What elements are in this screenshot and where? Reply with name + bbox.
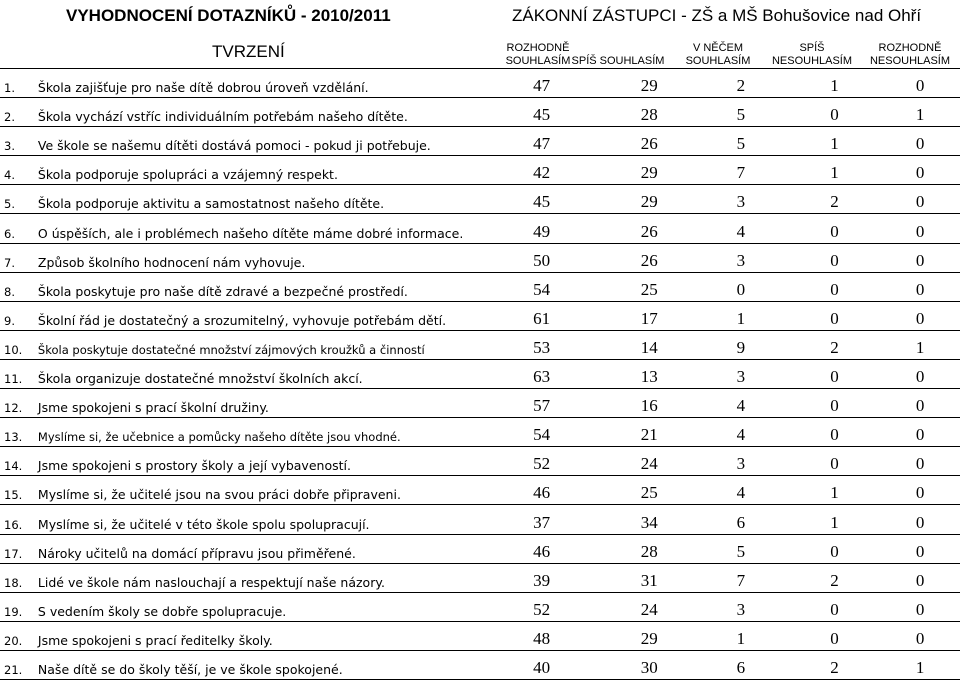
count-cell: 0 xyxy=(915,483,925,503)
table-row xyxy=(0,476,960,505)
statement-text: Škola poskytuje dostatečné množství zájmových kroužků a činností xyxy=(37,342,425,357)
row-number: 11. xyxy=(4,372,23,387)
row-number: 5. xyxy=(4,197,15,212)
row-number: 9. xyxy=(4,313,15,328)
count-cell: 1 xyxy=(830,512,839,532)
row-number: 13. xyxy=(4,430,23,445)
count-cell: 45 xyxy=(533,105,551,125)
count-cell: 54 xyxy=(533,279,551,299)
count-cell: 25 xyxy=(640,483,658,503)
count-cell: 1 xyxy=(830,134,839,154)
statement-text: Školní řád je dostatečný a srozumitelný, vyhovuje potřebám dětí. xyxy=(37,312,447,328)
count-cell: 48 xyxy=(533,628,551,648)
column-header-strongly-agree: ROZHODNĚ SOUHLASÍM xyxy=(505,42,571,67)
table-row xyxy=(0,214,960,243)
statement-text: Škola podporuje spolupráci a vzájemný respekt. xyxy=(37,167,338,183)
statement-text: Ve škole se našemu dítěti dostává pomoci - pokud ji potřebuje. xyxy=(37,138,431,154)
table-row xyxy=(0,127,960,156)
count-cell: 5 xyxy=(736,134,746,154)
count-cell: 14 xyxy=(640,337,658,357)
count-cell: 7 xyxy=(736,570,746,590)
statement-column-header: TVRZENÍ xyxy=(212,42,285,61)
count-cell: 1 xyxy=(915,105,925,125)
statement-text: Myslíme si, že učebnice a pomůcky našeho dítěte jsou vhodné. xyxy=(37,430,401,445)
count-cell: 1 xyxy=(915,657,925,677)
count-cell: 45 xyxy=(533,192,551,212)
table-row xyxy=(0,330,960,359)
count-cell: 1 xyxy=(915,337,925,357)
statement-text: Škola podporuje aktivitu a samostatnost našeho dítěte. xyxy=(37,196,385,212)
count-cell: 54 xyxy=(533,425,551,445)
count-cell: 0 xyxy=(830,250,839,270)
count-cell: 3 xyxy=(736,599,746,619)
statement-text: Myslíme si, že učitelé jsou na svou práci dobře připraveni. xyxy=(37,487,401,503)
count-cell: 30 xyxy=(640,657,658,677)
count-cell: 0 xyxy=(830,221,839,241)
column-header-partly-agree: V NĚČEM SOUHLASÍM xyxy=(685,42,751,67)
title-right: ZÁKONNÍ ZÁSTUPCI - ZŠ a MŠ Bohušovice nad Ohří xyxy=(512,6,922,25)
count-cell: 5 xyxy=(736,105,746,125)
count-cell: 25 xyxy=(640,279,658,299)
count-cell: 0 xyxy=(830,454,839,474)
statement-text: Škola zajišťuje pro naše dítě dobrou úroveň vzdělání. xyxy=(37,80,369,96)
count-cell: 0 xyxy=(915,599,925,619)
column-header-rather-disagree: SPÍŠ NESOUHLASÍM xyxy=(771,42,853,67)
count-cell: 0 xyxy=(915,221,925,241)
row-number: 10. xyxy=(4,342,23,357)
count-cell: 2 xyxy=(830,570,839,590)
count-cell: 6 xyxy=(736,657,746,677)
count-cell: 1 xyxy=(830,483,839,503)
statement-text: Lidé ve škole nám naslouchají a respektují naše názory. xyxy=(37,574,385,590)
count-cell: 16 xyxy=(640,396,658,416)
count-cell: 9 xyxy=(736,337,746,357)
count-cell: 0 xyxy=(915,425,925,445)
count-cell: 34 xyxy=(640,512,658,532)
count-cell: 31 xyxy=(640,570,658,590)
table-row xyxy=(0,98,960,127)
count-cell: 26 xyxy=(640,221,658,241)
row-number: 1. xyxy=(4,81,15,96)
count-cell: 26 xyxy=(640,134,658,154)
table-row xyxy=(0,272,960,301)
row-number: 17. xyxy=(4,546,23,561)
count-cell: 0 xyxy=(830,425,839,445)
column-header-rather-agree: SPÍŠ SOUHLASÍM xyxy=(571,55,665,67)
row-number: 21. xyxy=(4,662,23,677)
count-cell: 0 xyxy=(830,396,839,416)
count-cell: 3 xyxy=(736,454,746,474)
statement-text: Způsob školního hodnocení nám vyhovuje. xyxy=(37,254,306,270)
row-number: 4. xyxy=(4,168,15,183)
count-cell: 5 xyxy=(736,541,746,561)
count-cell: 28 xyxy=(640,105,658,125)
count-cell: 2 xyxy=(830,657,839,677)
count-cell: 3 xyxy=(736,192,746,212)
count-cell: 47 xyxy=(533,134,551,154)
count-cell: 13 xyxy=(640,367,658,387)
count-cell: 0 xyxy=(915,163,925,183)
row-number: 3. xyxy=(4,139,15,154)
count-cell: 2 xyxy=(736,76,746,96)
table-row xyxy=(0,621,960,650)
statement-text: O úspěších, ale i problémech našeho dítěte máme dobré informace. xyxy=(37,225,464,241)
count-cell: 50 xyxy=(533,250,551,270)
count-cell: 29 xyxy=(640,628,658,648)
count-cell: 63 xyxy=(533,367,551,387)
row-number: 6. xyxy=(4,226,15,241)
table-row xyxy=(0,418,960,447)
count-cell: 1 xyxy=(830,163,839,183)
table-row xyxy=(0,301,960,330)
count-cell: 0 xyxy=(736,279,746,299)
count-cell: 0 xyxy=(915,541,925,561)
count-cell: 4 xyxy=(736,425,746,445)
row-number: 14. xyxy=(4,459,23,474)
count-cell: 49 xyxy=(533,221,551,241)
count-cell: 28 xyxy=(640,541,658,561)
count-cell: 4 xyxy=(736,483,746,503)
count-cell: 0 xyxy=(915,250,925,270)
count-cell: 1 xyxy=(736,308,746,328)
table-row xyxy=(0,447,960,476)
count-cell: 1 xyxy=(736,628,746,648)
count-cell: 7 xyxy=(736,163,746,183)
count-cell: 1 xyxy=(830,76,839,96)
count-cell: 0 xyxy=(830,628,839,648)
count-cell: 46 xyxy=(533,483,551,503)
statement-text: Nároky učitelů na domácí přípravu jsou přiměřené. xyxy=(37,545,356,561)
count-cell: 0 xyxy=(830,279,839,299)
count-cell: 0 xyxy=(915,308,925,328)
table-row xyxy=(0,185,960,214)
table-row xyxy=(0,592,960,621)
count-cell: 0 xyxy=(915,192,925,212)
row-number: 7. xyxy=(4,255,15,270)
count-cell: 61 xyxy=(533,308,551,328)
count-cell: 0 xyxy=(830,367,839,387)
count-cell: 37 xyxy=(533,512,551,532)
count-cell: 17 xyxy=(640,308,658,328)
count-cell: 4 xyxy=(736,396,746,416)
table-row xyxy=(0,359,960,388)
count-cell: 3 xyxy=(736,367,746,387)
table-row xyxy=(0,69,960,98)
count-cell: 42 xyxy=(533,163,551,183)
count-cell: 52 xyxy=(533,599,551,619)
table-row xyxy=(0,505,960,534)
row-number: 2. xyxy=(4,110,15,125)
count-cell: 53 xyxy=(533,337,551,357)
statement-text: Jsme spokojeni s prostory školy a její vybaveností. xyxy=(37,458,351,474)
count-cell: 21 xyxy=(640,425,658,445)
statement-text: Jsme spokojeni s prací ředitelky školy. xyxy=(37,632,273,648)
row-number: 19. xyxy=(4,604,23,619)
table-row xyxy=(0,156,960,185)
count-cell: 0 xyxy=(915,396,925,416)
column-header-strongly-disagree: ROZHODNĚ NESOUHLASÍM xyxy=(869,42,951,67)
count-cell: 0 xyxy=(915,134,925,154)
count-cell: 0 xyxy=(915,628,925,648)
count-cell: 0 xyxy=(915,367,925,387)
row-number: 18. xyxy=(4,575,23,590)
table-row xyxy=(0,243,960,272)
row-number: 20. xyxy=(4,633,23,648)
count-cell: 2 xyxy=(830,337,839,357)
count-cell: 24 xyxy=(640,599,658,619)
count-cell: 0 xyxy=(830,541,839,561)
statement-text: Jsme spokojeni s prací školní družiny. xyxy=(37,400,269,416)
statement-text: Škola vychází vstříc individuálním potřebám našeho dítěte. xyxy=(37,109,408,125)
table-row xyxy=(0,563,960,592)
count-cell: 0 xyxy=(830,308,839,328)
statement-text: Škola poskytuje pro naše dítě zdravé a bezpečné prostředí. xyxy=(37,283,408,299)
statement-text: Naše dítě se do školy těší, je ve škole spokojené. xyxy=(37,661,343,677)
count-cell: 2 xyxy=(830,192,839,212)
count-cell: 24 xyxy=(640,454,658,474)
count-cell: 40 xyxy=(533,657,551,677)
count-cell: 0 xyxy=(830,599,839,619)
row-number: 15. xyxy=(4,488,23,503)
table-row xyxy=(0,650,960,679)
count-cell: 29 xyxy=(640,163,658,183)
count-cell: 0 xyxy=(915,279,925,299)
table-row xyxy=(0,389,960,418)
count-cell: 3 xyxy=(736,250,746,270)
survey-table xyxy=(0,68,960,680)
title-left: VYHODNOCENÍ DOTAZNÍKŮ - 2010/2011 xyxy=(66,6,391,25)
count-cell: 0 xyxy=(915,512,925,532)
count-cell: 0 xyxy=(915,570,925,590)
count-cell: 52 xyxy=(533,454,551,474)
row-number: 8. xyxy=(4,284,15,299)
count-cell: 6 xyxy=(736,512,746,532)
count-cell: 26 xyxy=(640,250,658,270)
count-cell: 39 xyxy=(533,570,551,590)
count-cell: 0 xyxy=(915,454,925,474)
count-cell: 47 xyxy=(533,76,551,96)
statement-text: Škola organizuje dostatečné množství školních akcí. xyxy=(37,371,363,387)
table-row xyxy=(0,534,960,563)
count-cell: 0 xyxy=(915,76,925,96)
count-cell: 0 xyxy=(830,105,839,125)
count-cell: 29 xyxy=(640,76,658,96)
statement-text: S vedením školy se dobře spolupracuje. xyxy=(37,603,287,619)
count-cell: 57 xyxy=(533,396,551,416)
statement-text: Myslíme si, že učitelé v této škole spolu spolupracují. xyxy=(37,516,370,532)
count-cell: 4 xyxy=(736,221,746,241)
count-cell: 46 xyxy=(533,541,551,561)
row-number: 16. xyxy=(4,517,23,532)
row-number: 12. xyxy=(4,401,23,416)
count-cell: 29 xyxy=(640,192,658,212)
